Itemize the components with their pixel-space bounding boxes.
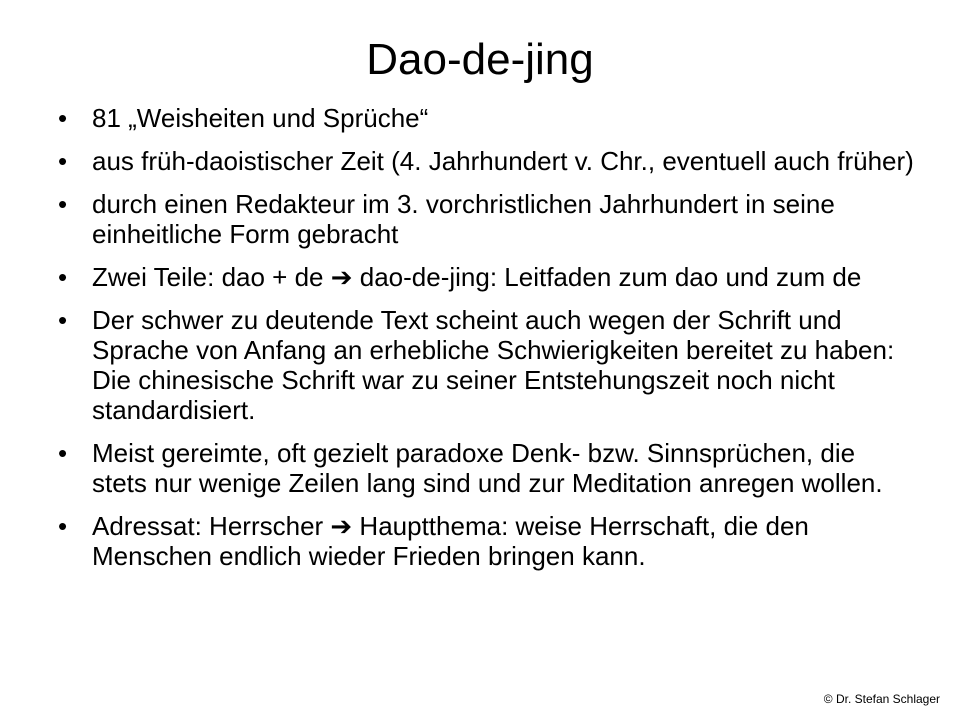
bullet-icon: • (58, 438, 68, 468)
bullet-text: Meist gereimte, oft gezielt paradoxe Denk- bzw. Sinnsprüchen, die stets nur wenige Zeilen lang sind und zur Meditation anregen wollen. (92, 438, 883, 498)
bullet-text (92, 262, 861, 292)
bullet-item (56, 511, 916, 571)
bullet-item (56, 305, 916, 425)
bullet-icon: • (58, 511, 68, 541)
bullet-icon: • (58, 146, 68, 176)
arrow-right-icon: ➔ (330, 511, 353, 541)
bullet-text: 81 „Weisheiten und Sprüche“ (92, 103, 429, 133)
bullet-icon: • (58, 103, 68, 133)
bullet-icon: • (58, 189, 68, 219)
copyright-footer: © Dr. Stefan Schlager (823, 692, 940, 706)
bullet-text-part: Zwei Teile: dao + de (92, 262, 331, 292)
slide-title: Dao-de-jing (366, 35, 594, 84)
bullet-icon: • (58, 262, 68, 292)
bullet-item (56, 189, 916, 249)
bullet-text-part: dao-de-jing: Leitfaden zum dao und zum de (352, 262, 862, 292)
bullet-item (56, 262, 916, 292)
bullet-text (92, 511, 809, 571)
bullet-text: aus früh-daoistischer Zeit (4. Jahrhundert v. Chr., eventuell auch früher) (92, 146, 914, 176)
bullet-text: Der schwer zu deutende Text scheint auch wegen der Schrift und Sprache von Anfang an erhebliche Schwierigkeiten bereitet zu haben: Die chinesische Schrift war zu seiner Entstehungszeit noch nicht standardisiert. (92, 305, 895, 425)
bullet-item (56, 146, 916, 176)
bullet-text: durch einen Redakteur im 3. vorchristlichen Jahrhundert in seine einheitliche Form gebracht (92, 189, 835, 249)
arrow-right-icon: ➔ (330, 262, 353, 292)
bullet-icon: • (58, 305, 68, 335)
bullet-item (56, 103, 916, 133)
bullet-list (56, 103, 916, 584)
bullet-text-part: Hauptthema: weise Herrschaft, die den Menschen endlich wieder Frieden bringen kann. (92, 511, 809, 571)
bullet-item (56, 438, 916, 498)
bullet-text-part: Adressat: Herrscher (92, 511, 331, 541)
